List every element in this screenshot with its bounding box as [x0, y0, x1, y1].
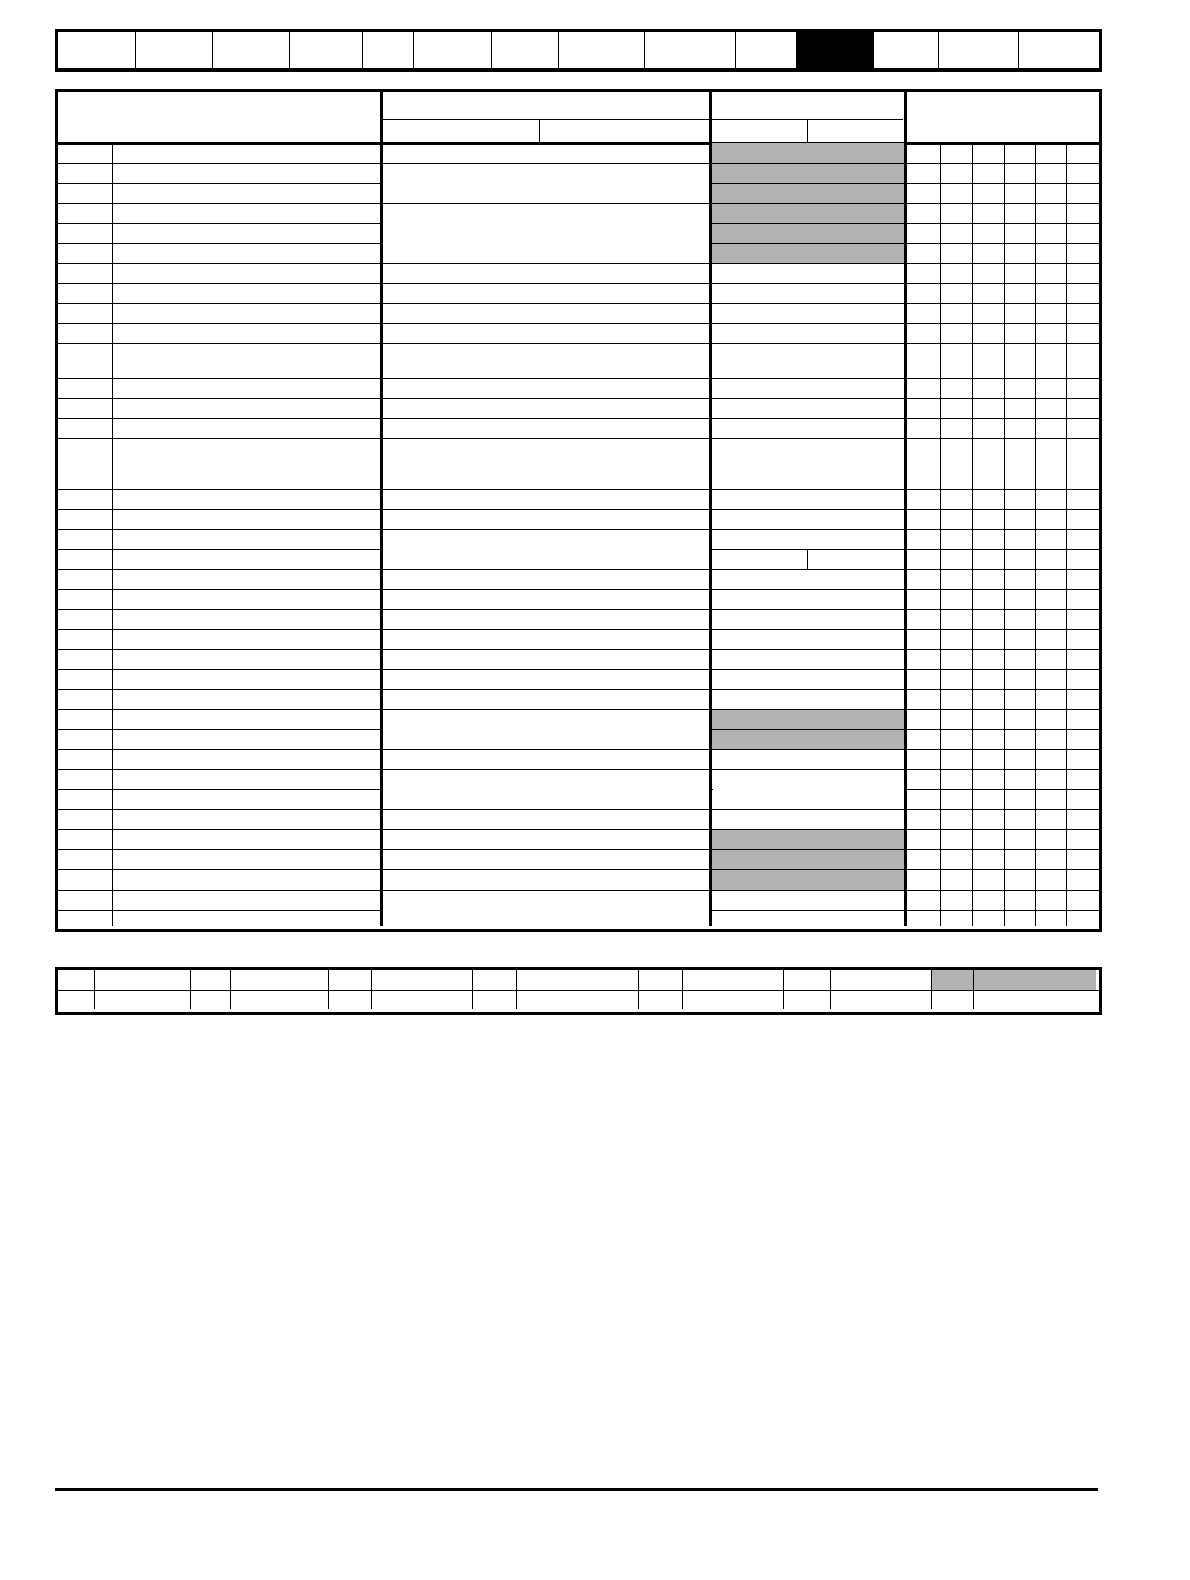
- nav-tab-6[interactable]: [414, 32, 492, 69]
- row-rule-34: [58, 869, 1099, 870]
- type-col-rule-4: [1035, 143, 1036, 926]
- row-rule-6: [58, 263, 1099, 264]
- key-table: [55, 967, 1102, 1015]
- default-shaded-cell-2: [712, 163, 904, 183]
- key-col-rule-8: [638, 970, 639, 1009]
- key-shaded-cell: [932, 970, 1096, 990]
- default-shaded-cell-5: [712, 223, 904, 243]
- key-row-rule: [58, 990, 1099, 991]
- range-merged-cell-6: [383, 891, 709, 926]
- nav-tab-13[interactable]: [939, 32, 1019, 69]
- nav-tab-14[interactable]: [1019, 32, 1099, 69]
- row-rule-22: [58, 629, 1099, 630]
- footer-rule: [55, 1488, 1098, 1491]
- col-rule-range-sub: [539, 120, 540, 142]
- key-col-rule-10: [783, 970, 784, 1009]
- nav-tab-1[interactable]: [58, 32, 136, 69]
- row-rule-13: [58, 418, 1099, 419]
- col-rule-range: [380, 92, 383, 926]
- key-col-rule-2: [190, 970, 191, 1009]
- parameter-table: [55, 89, 1102, 932]
- nav-underline: [55, 68, 1100, 70]
- key-col-rule-11: [830, 970, 831, 1009]
- range-merged-cell-3: [383, 530, 709, 569]
- type-col-rule-1: [940, 143, 941, 926]
- row-rule-12: [58, 398, 1099, 399]
- range-merged-cell-4: [383, 710, 709, 749]
- col-rule-id: [112, 143, 113, 926]
- default-shaded-cell-4: [712, 203, 904, 223]
- key-col-rule-6: [472, 970, 473, 1009]
- row-rule-28: [58, 749, 1099, 750]
- row-rule-16: [58, 509, 1099, 510]
- nav-tab-4[interactable]: [290, 32, 363, 69]
- col-rule-type: [904, 92, 907, 926]
- row-rule-31: [58, 809, 1099, 810]
- nav-tab-8[interactable]: [559, 32, 645, 69]
- row-rule-20: [58, 589, 1099, 590]
- nav-tab-5[interactable]: [363, 32, 414, 69]
- default-shaded-cell-10: [712, 849, 904, 869]
- key-col-rule-9: [682, 970, 683, 1009]
- row-rule-10: [58, 343, 1099, 344]
- nav-tab-3[interactable]: [213, 32, 290, 69]
- default-shaded-cell-7: [712, 709, 904, 729]
- default-merged-cell: [713, 770, 904, 809]
- nav-tab-11[interactable]: [797, 32, 874, 69]
- key-col-rule-12: [931, 970, 932, 1009]
- row-rule-32: [58, 829, 1099, 830]
- default-shaded-cell-1: [712, 143, 904, 163]
- header-bottom-rule: [58, 142, 1099, 145]
- type-col-rule-5: [1066, 143, 1067, 926]
- col-rule-default-split: [807, 549, 808, 569]
- row-rule-19: [58, 569, 1099, 570]
- range-merged-cell-5: [383, 770, 709, 809]
- default-shaded-cell-3: [712, 183, 904, 203]
- row-rule-23: [58, 649, 1099, 650]
- row-rule-8: [58, 303, 1099, 304]
- nav-tab-9[interactable]: [645, 32, 736, 69]
- row-rule-9: [58, 323, 1099, 324]
- nav-tab-12[interactable]: [874, 32, 939, 69]
- range-merged-cell-1: [383, 164, 709, 203]
- nav-tab-10[interactable]: [736, 32, 797, 69]
- default-shaded-cell-11: [712, 869, 904, 890]
- row-rule-33: [58, 849, 1099, 850]
- default-shaded-cell-9: [712, 829, 904, 849]
- row-rule-11: [58, 378, 1099, 379]
- row-rule-24: [58, 669, 1099, 670]
- type-col-rule-3: [1004, 143, 1005, 926]
- type-col-rule-2: [972, 143, 973, 926]
- row-rule-25: [58, 689, 1099, 690]
- row-rule-14: [58, 438, 1099, 439]
- chapter-nav-tabs: [55, 29, 1102, 72]
- key-col-rule-1: [94, 970, 95, 1009]
- header-sub-rule: [380, 119, 903, 120]
- row-rule-15: [58, 489, 1099, 490]
- col-rule-default: [709, 92, 712, 926]
- key-col-rule-5: [371, 970, 372, 1009]
- nav-tab-7[interactable]: [492, 32, 559, 69]
- range-merged-cell-2: [383, 204, 709, 263]
- key-col-rule-13: [973, 970, 974, 1009]
- key-col-rule-3: [230, 970, 231, 1009]
- default-shaded-cell-6: [712, 243, 904, 263]
- nav-tab-2[interactable]: [136, 32, 213, 69]
- default-shaded-cell-8: [712, 729, 904, 749]
- row-rule-21: [58, 609, 1099, 610]
- col-rule-default-sub: [807, 120, 808, 142]
- key-col-rule-4: [328, 970, 329, 1009]
- row-rule-7: [58, 283, 1099, 284]
- key-col-rule-7: [516, 970, 517, 1009]
